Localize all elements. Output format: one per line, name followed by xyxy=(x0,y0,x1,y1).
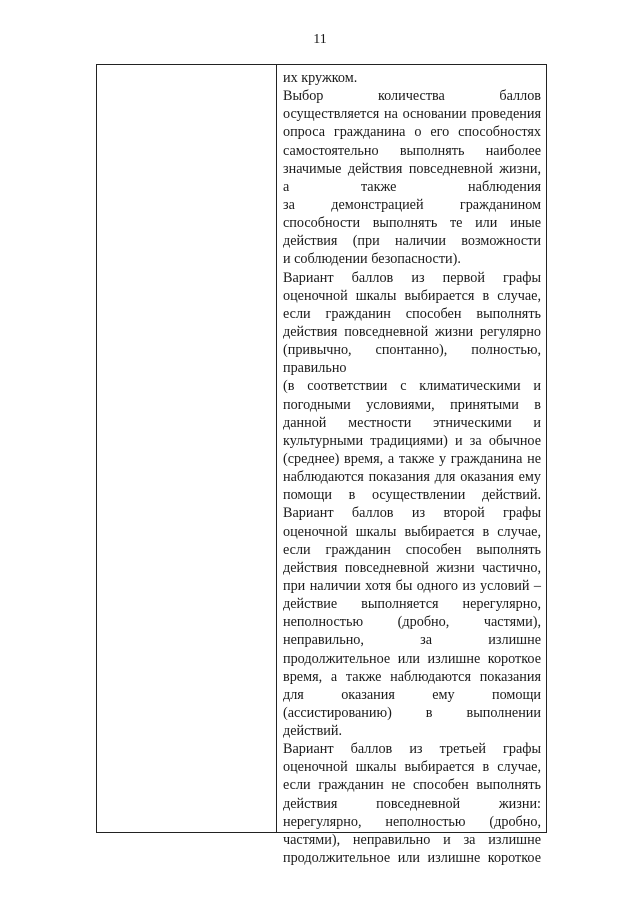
text-line: действие выполняется нерегулярно, xyxy=(283,596,541,613)
text-line: наблюдаются показания для оказания ему xyxy=(283,469,541,486)
text-line: (среднее) время, а также у гражданина не xyxy=(283,450,541,467)
table-left-cell xyxy=(97,65,276,832)
text-line: Выбор количества баллов xyxy=(283,88,541,105)
text-line: для оказания ему помощи xyxy=(283,686,541,703)
text-line: оценочной шкалы выбирается в случае, xyxy=(283,287,541,304)
text-line: (привычно, спонтанно), полностью, xyxy=(283,342,541,359)
text-line: продолжительное или излишне короткое xyxy=(283,650,541,667)
text-line: продолжительное или излишне короткое xyxy=(283,850,541,867)
text-line: данной местности этническими и xyxy=(283,414,541,431)
table-right-cell xyxy=(277,65,546,867)
text-line: неполностью (дробно, частями), xyxy=(283,614,541,631)
text-line: Вариант баллов из третьей графы xyxy=(283,741,541,758)
text-line: неправильно, за излишне xyxy=(283,632,541,649)
text-line: при наличии хотя бы одного из условий – xyxy=(283,577,541,594)
text-line: действия повседневной жизни: xyxy=(283,795,541,812)
text-line: если гражданин способен выполнять xyxy=(283,305,541,322)
text-line: если гражданин способен выполнять xyxy=(283,541,541,558)
text-line: осуществляется на основании проведения xyxy=(283,106,541,123)
text-line: за демонстрацией гражданином xyxy=(283,196,541,213)
text-line: правильно xyxy=(283,360,347,377)
text-line: а также наблюдения xyxy=(283,178,541,195)
text-line: культурными традициями) и за обычное xyxy=(283,432,541,449)
text-line: значимые действия повседневной жизни, xyxy=(283,160,541,177)
text-line: действия повседневной жизни частично, xyxy=(283,559,541,576)
document-table xyxy=(96,64,547,867)
text-line: частями), неправильно и за излишне xyxy=(283,831,541,848)
text-line: время, а также наблюдаются показания xyxy=(283,668,541,685)
text-line: самостоятельно выполнять наиболее xyxy=(283,142,541,159)
text-line: действия (при наличии возможности xyxy=(283,233,541,250)
page-number: 11 xyxy=(313,32,327,47)
text-line: и соблюдении безопасности). xyxy=(283,251,461,268)
text-line: действия повседневной жизни регулярно xyxy=(283,323,541,340)
text-line: опроса гражданина о его способностях xyxy=(283,124,541,141)
text-line: погодными условиями, принятыми в xyxy=(283,396,541,413)
text-line: Вариант баллов из второй графы xyxy=(283,505,541,522)
text-line: оценочной шкалы выбирается в случае, xyxy=(283,759,541,776)
text-line: помощи в осуществлении действий. xyxy=(283,487,541,504)
text-line: оценочной шкалы выбирается в случае, xyxy=(283,523,541,540)
text-line: их кружком. xyxy=(283,70,358,86)
text-line: (ассистированию) в выполнении xyxy=(283,704,541,721)
text-line: способности выполнять те или иные xyxy=(283,215,541,232)
text-line: действий. xyxy=(283,723,343,740)
text-line: (в соответствии с климатическими и xyxy=(283,378,541,395)
text-line: нерегулярно, неполностью (дробно, xyxy=(283,813,541,830)
text-line: если гражданин не способен выполнять xyxy=(283,777,541,794)
text-line: Вариант баллов из первой графы xyxy=(283,269,541,286)
